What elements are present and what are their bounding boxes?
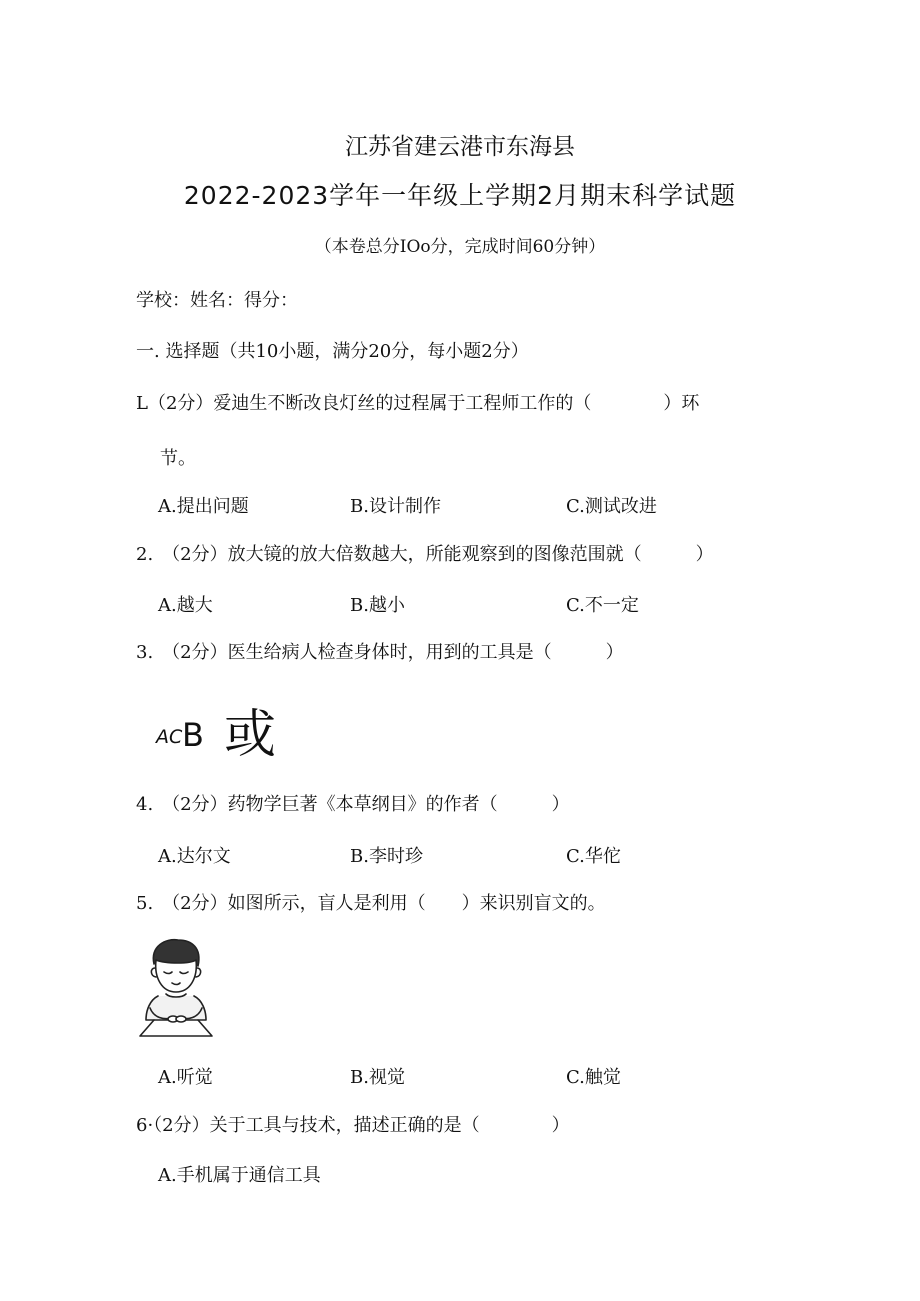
question-1-option-a: A.提出问题 (158, 496, 249, 517)
exam-note: （本卷总分IOo分，完成时间60分钟） (314, 237, 606, 257)
question-4-stem: 4. （2分）药物学巨著《本草纲目》的作者（ ） (136, 794, 570, 815)
section-heading: 一. 选择题（共10小题，满分20分，每小题2分） (136, 341, 529, 362)
glyph-b: B (182, 716, 204, 754)
question-1-option-c: C.测试改进 (566, 496, 657, 517)
question-2-stem: 2. （2分）放大镜的放大倍数越大，所能观察到的图像范围就（ ） (136, 544, 714, 565)
question-6-stem: 6·（2分）关于工具与技术，描述正确的是（ ） (136, 1115, 570, 1136)
question-3-stem: 3. （2分）医生给病人检查身体时，用到的工具是（ ） (136, 642, 624, 663)
question-5-stem: 5. （2分）如图所示，盲人是利用（ ）来识别盲文的。 (136, 893, 606, 914)
question-1-stem-cont: 节。 (160, 448, 196, 469)
title-line-1: 江苏省建云港市东海县 (345, 134, 575, 160)
question-4-option-c: C.华佗 (566, 846, 621, 867)
question-5-option-b: B.视觉 (350, 1067, 405, 1088)
question-6-option-a: A.手机属于通信工具 (158, 1165, 321, 1186)
question-1-option-b: B.设计制作 (350, 496, 441, 517)
question-4-option-a: A.达尔文 (158, 846, 231, 867)
glyph-ac: AC (156, 726, 183, 748)
question-2-option-a: A.越大 (158, 595, 213, 616)
question-1-stem: L（2分）爱迪生不断改良灯丝的过程属于工程师工作的（ ）环 (136, 393, 700, 414)
student-info: 学校：姓名：得分： (136, 290, 298, 311)
title-line-2: 2022-2023学年一年级上学期2月期末科学试题 (183, 181, 737, 210)
question-5-option-a: A.听觉 (158, 1067, 213, 1088)
question-4-option-b: B.李时珍 (350, 846, 423, 867)
question-5-option-c: C.触觉 (566, 1067, 621, 1088)
glyph-huo: 或 (224, 705, 277, 765)
braille-reader-illustration-icon (136, 934, 216, 1038)
question-2-option-b: B.越小 (350, 595, 405, 616)
question-2-option-c: C.不一定 (566, 595, 639, 616)
